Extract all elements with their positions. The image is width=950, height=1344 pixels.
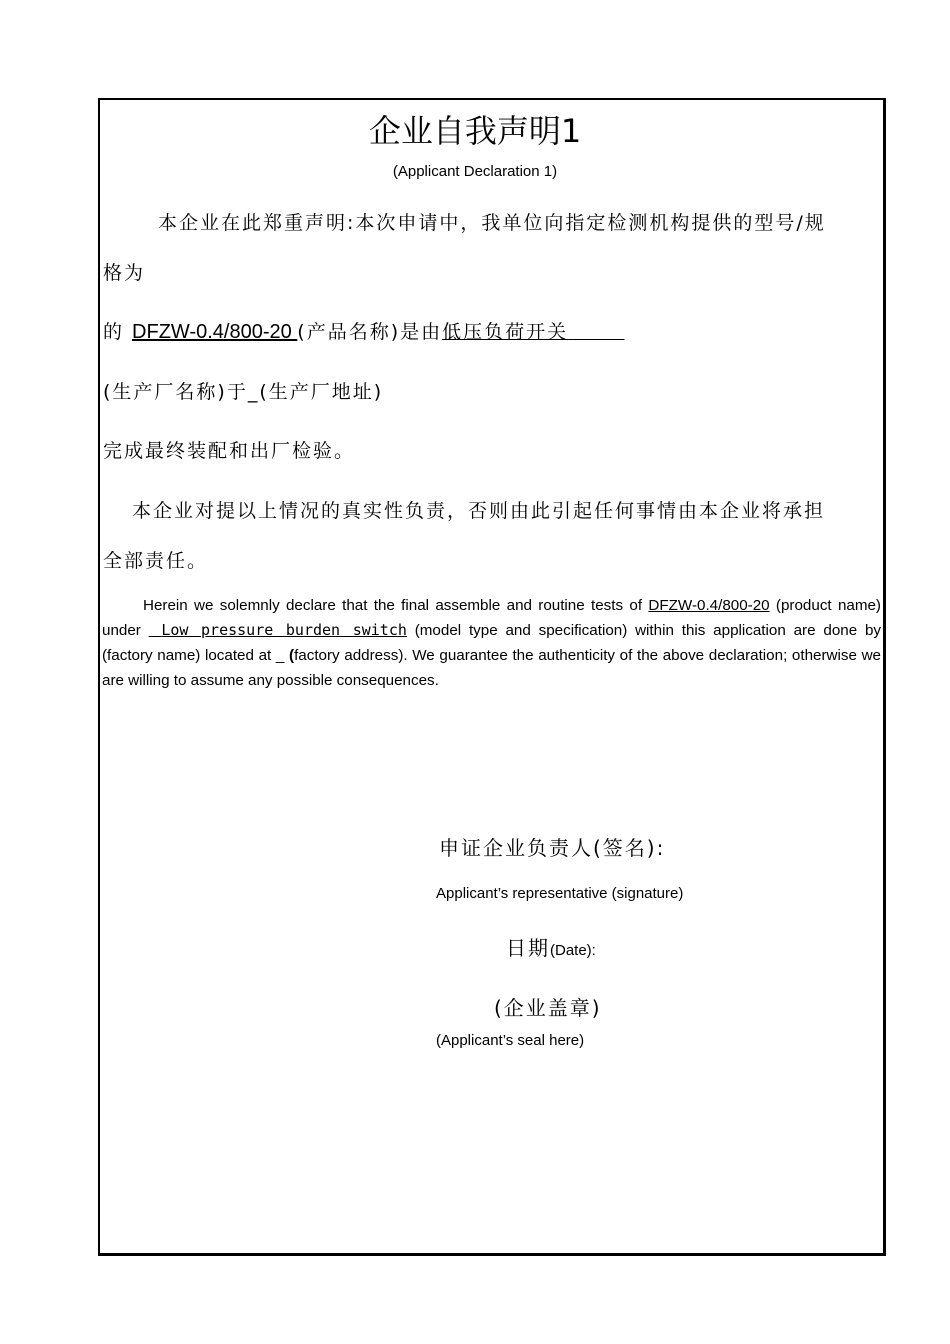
cn-model-number: DFZW-0.4/800-20 [132, 321, 298, 343]
cn-line-7: 全部责任。 [103, 550, 209, 572]
cn-line-6: 本企业对提以上情况的真实性负责，否则由此引起任何事情由本企业将承担 [132, 500, 826, 522]
representative-label-cn: 申证企业负责人(签名): [439, 836, 666, 860]
seal-label-en: (Applicant’s seal here) [436, 1032, 585, 1049]
en-declaration [102, 593, 881, 693]
en-model-number: DFZW-0.4/800-20 [648, 597, 770, 614]
cn-line-5: 完成最终装配和出厂检验。 [103, 440, 356, 462]
cn-line-3-prefix: 的 [103, 321, 133, 343]
page-title: 企业自我声明1 [368, 112, 582, 150]
en-part-5: factory address). We guarantee the authenticity of the above declaration; otherwise we are willing to assume any possible consequences. [102, 647, 881, 689]
cn-line-1: 本企业在此郑重声明:本次申请中，我单位向指定检测机构提供的型号/规 [158, 212, 826, 234]
page-subtitle: (Applicant Declaration 1) [392, 163, 558, 180]
cn-line-3 [103, 317, 624, 344]
en-part-2: (product name) under [102, 597, 881, 639]
representative-label-en: Applicant’s representative (signature) [436, 885, 684, 902]
cn-product-name: 低压负荷开关 [442, 321, 569, 343]
date-label-cn: 日期 [506, 936, 550, 960]
en-part-1: Herein we solemnly declare that the final assemble and routine tests of [143, 597, 649, 614]
date-label [506, 932, 596, 961]
seal-label-cn: (企业盖章) [494, 996, 602, 1020]
en-part-4: ( [289, 647, 295, 664]
en-product-name: Low pressure burden switch [161, 621, 407, 639]
date-label-en: (Date): [550, 942, 596, 959]
cn-line-2: 格为 [103, 262, 146, 284]
cn-line-3-mid: (产品名称)是由 [297, 321, 443, 343]
cn-line-4: (生产厂名称)于_(生产厂地址) [103, 381, 384, 403]
en-part-3: (model type and specification) within this application are done by (factory name) located at _ [102, 622, 882, 664]
